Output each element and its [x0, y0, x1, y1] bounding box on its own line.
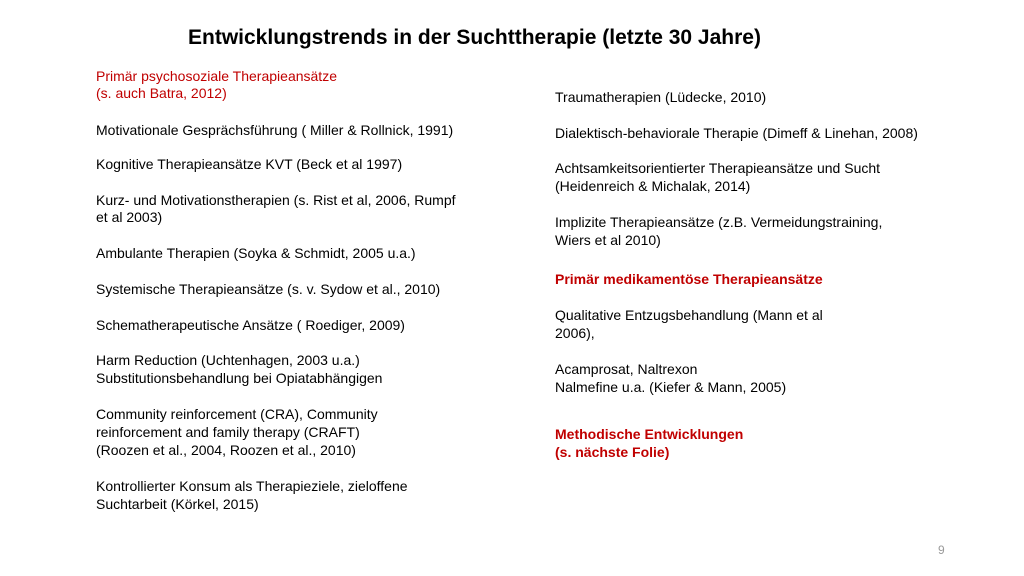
left-item: Kurz- und Motivationstherapien (s. Rist et al, 2006, Rumpf — [96, 192, 456, 208]
right-item: Traumatherapien (Lüdecke, 2010) — [555, 89, 767, 105]
left-item: Suchtarbeit (Körkel, 2015) — [96, 496, 259, 512]
left-item: Substitutionsbehandlung bei Opiatabhängigen — [96, 370, 383, 386]
methods-heading: Methodische Entwicklungen — [555, 426, 744, 442]
left-item: Kognitive Therapieansätze KVT (Beck et al 1997) — [96, 156, 403, 172]
left-item: (Roozen et al., 2004, Roozen et al., 2010) — [96, 442, 356, 458]
left-item: Ambulante Therapien (Soyka & Schmidt, 2005 u.a.) — [96, 245, 416, 261]
left-item: Kontrollierter Konsum als Therapieziele, zieloffene — [96, 478, 408, 494]
medication-item: Acamprosat, Naltrexon — [555, 361, 698, 377]
right-item: Dialektisch-behaviorale Therapie (Dimeff & Linehan, 2008) — [555, 125, 918, 141]
left-item: reinforcement and family therapy (CRAFT) — [96, 424, 360, 440]
medication-heading: Primär medikamentöse Therapieansätze — [555, 271, 823, 287]
right-item: Wiers et al 2010) — [555, 232, 661, 248]
left-heading-sub: (s. auch Batra, 2012) — [96, 85, 227, 101]
page-number: 9 — [938, 543, 945, 557]
right-item: Implizite Therapieansätze (z.B. Vermeidungstraining, — [555, 214, 883, 230]
methods-sub: (s. nächste Folie) — [555, 444, 670, 460]
left-item: Schematherapeutische Ansätze ( Roediger, 2009) — [96, 317, 405, 333]
medication-item: 2006), — [555, 325, 595, 341]
left-item: Harm Reduction (Uchtenhagen, 2003 u.a.) — [96, 352, 360, 368]
slide-title: Entwicklungstrends in der Suchttherapie (letzte 30 Jahre) — [188, 26, 761, 49]
left-item: Systemische Therapieansätze (s. v. Sydow et al., 2010) — [96, 281, 441, 297]
left-item: Community reinforcement (CRA), Community — [96, 406, 378, 422]
right-item: (Heidenreich & Michalak, 2014) — [555, 178, 751, 194]
left-item: Motivationale Gesprächsführung ( Miller & Rollnick, 1991) — [96, 122, 454, 138]
left-item: et al 2003) — [96, 209, 163, 225]
medication-item: Nalmefine u.a. (Kiefer & Mann, 2005) — [555, 379, 787, 395]
medication-item: Qualitative Entzugsbehandlung (Mann et al — [555, 307, 823, 323]
left-heading: Primär psychosoziale Therapieansätze — [96, 68, 337, 84]
right-item: Achtsamkeitsorientierter Therapieansätze und Sucht — [555, 160, 881, 176]
